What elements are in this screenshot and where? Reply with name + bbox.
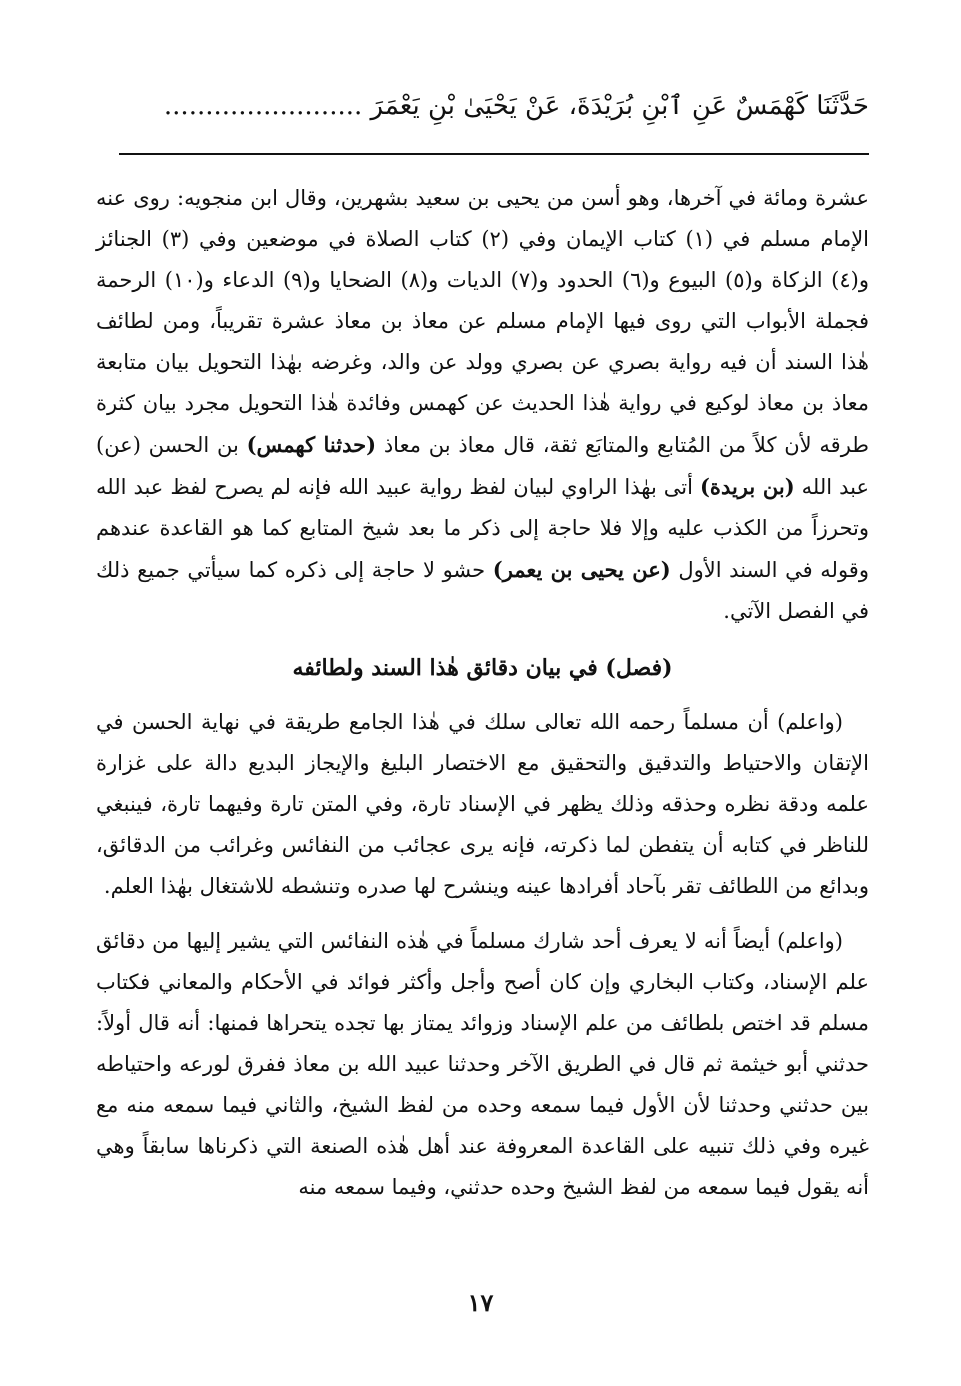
paragraph-1-text-a: عشرة ومائة في آخرها، وهو أسن من يحيى بن سعيد بشهرين، وقال ابن منجويه: روى عنه الإمام مسلم في (١) كتاب الإيمان وفي (٢) كتاب الصلاة في موضعين وفي (٣) الجنائز و(٤) الزكاة و(٥) البيوع و(٦) الحدود و(٧) الديات و(٨) الضحايا و(٩) الدعاء و(١٠) الرحمة فجملة الأبواب التي روى فيها الإمام مسلم عن معاذ بن معاذ عشرة تقريباً، ومن لطائف هٰذا السند أن فيه رواية بصري عن بصري وولد عن والد، وغرضه بهٰذا التحويل بيان متابعة معاذ بن معاذ لوكيع في رواية هٰذا الحديث عن كهمس وفائدة هٰذا التحويل مجرد بيان كثرة طرقه لأن كلاً من المُتابع والمتابَع ثقة، قال معاذ بن معاذ: [96, 186, 870, 457]
page-number: ١٧: [467, 1288, 494, 1317]
paragraph-1-text-d: حشو لا حاجة إلى ذكره كما سيأتي جميع ذلك في الفصل الآتي.: [96, 558, 869, 623]
header-hadith-chain: حَدَّثَنَا كَهْمَسٌ عَنِ ٱبْنِ بُرَيْدَةَ، عَنْ يَحْيَىٰ بْنِ يَعْمَرَ: [370, 91, 869, 121]
bold-hadith-phrase: (عن يحيى بن يعمر): [492, 557, 671, 582]
paragraph-1-text-b: بن الحسن (عن) عبد الله: [96, 433, 869, 499]
bold-hadith-phrase: (بن بريدة): [700, 474, 795, 499]
header-rule: [119, 153, 869, 155]
paragraph-2: (واعلم) أن مسلماً رحمه الله تعالى سلك في هٰذا الجامع طريقة في نهاية الحسن في الإتقان والاحتياط والتدقيق والتحقيق مع الاختصار البليغ والإيجاز البديع دالة على غزارة علمه ودقة نظره وحذقه وذلك يظهر في الإسناد تارة، وفي المتن تارة وفيهما تارة، فينبغي للناظر في كتابه أن يتفطن لما ذكرته، فإنه يرى عجائب من النفائس وغرائب من الدقائق، وبدائع من اللطائف تقر بآحاد أفرادها عينه وينشرح لها صدره وتنشطه للاشتغال بهٰذا العلم.: [96, 710, 869, 898]
page-body: [96, 178, 869, 1208]
paragraph-gap: [96, 907, 869, 921]
header-dots: ........................: [163, 91, 363, 121]
running-header: [96, 82, 869, 130]
paragraph-3: (واعلم) أيضاً أنه لا يعرف أحد شارك مسلماً في هٰذه النفائس التي يشير إليها من دقائق علم الإسناد، وكتاب البخاري وإن كان أصح وأجل وأكثر فوائد في الأحكام والمعاني فكتاب مسلم قد اختص بلطائف من علم الإسناد وزوائد يمتاز بها تجده يتحراها فمنها: أنه قال أولاً: حدثني أبو خيثمة ثم قال في الطريق الآخر وحدثنا عبيد الله بن معاذ ففرق لورعه واحتياطه بين حدثني وحدثنا لأن الأول فيما سمعه وحده من لفظ الشيخ، والثاني فيما سمعه منه مع غيره وفي ذلك تنبيه على القاعدة المعروفة عند أهل هٰذه الصنعة التي ذكرناها سابقاً وهي أنه يقول فيما سمعه من لفظ الشيخ وحده حدثني، وفيما سمعه منه: [96, 929, 869, 1199]
section-heading: (فصل) في بيان دقائق هٰذا السند ولطائفه: [292, 655, 673, 681]
paragraph-1-text-c: أتى بهٰذا الراوي لبيان لفظ رواية عبيد الله فإنه لم يصرح لفظ عبد الله وتحرزاً من الكذب عليه وإلا فلا حاجة إلى ذكر ما بعد شيخ المتابع كما هو القاعدة عندهم وقوله في السند الأول: [96, 475, 869, 582]
paragraph-1: [96, 178, 869, 632]
bold-hadith-phrase: (حدثنا كهمس): [246, 432, 377, 457]
